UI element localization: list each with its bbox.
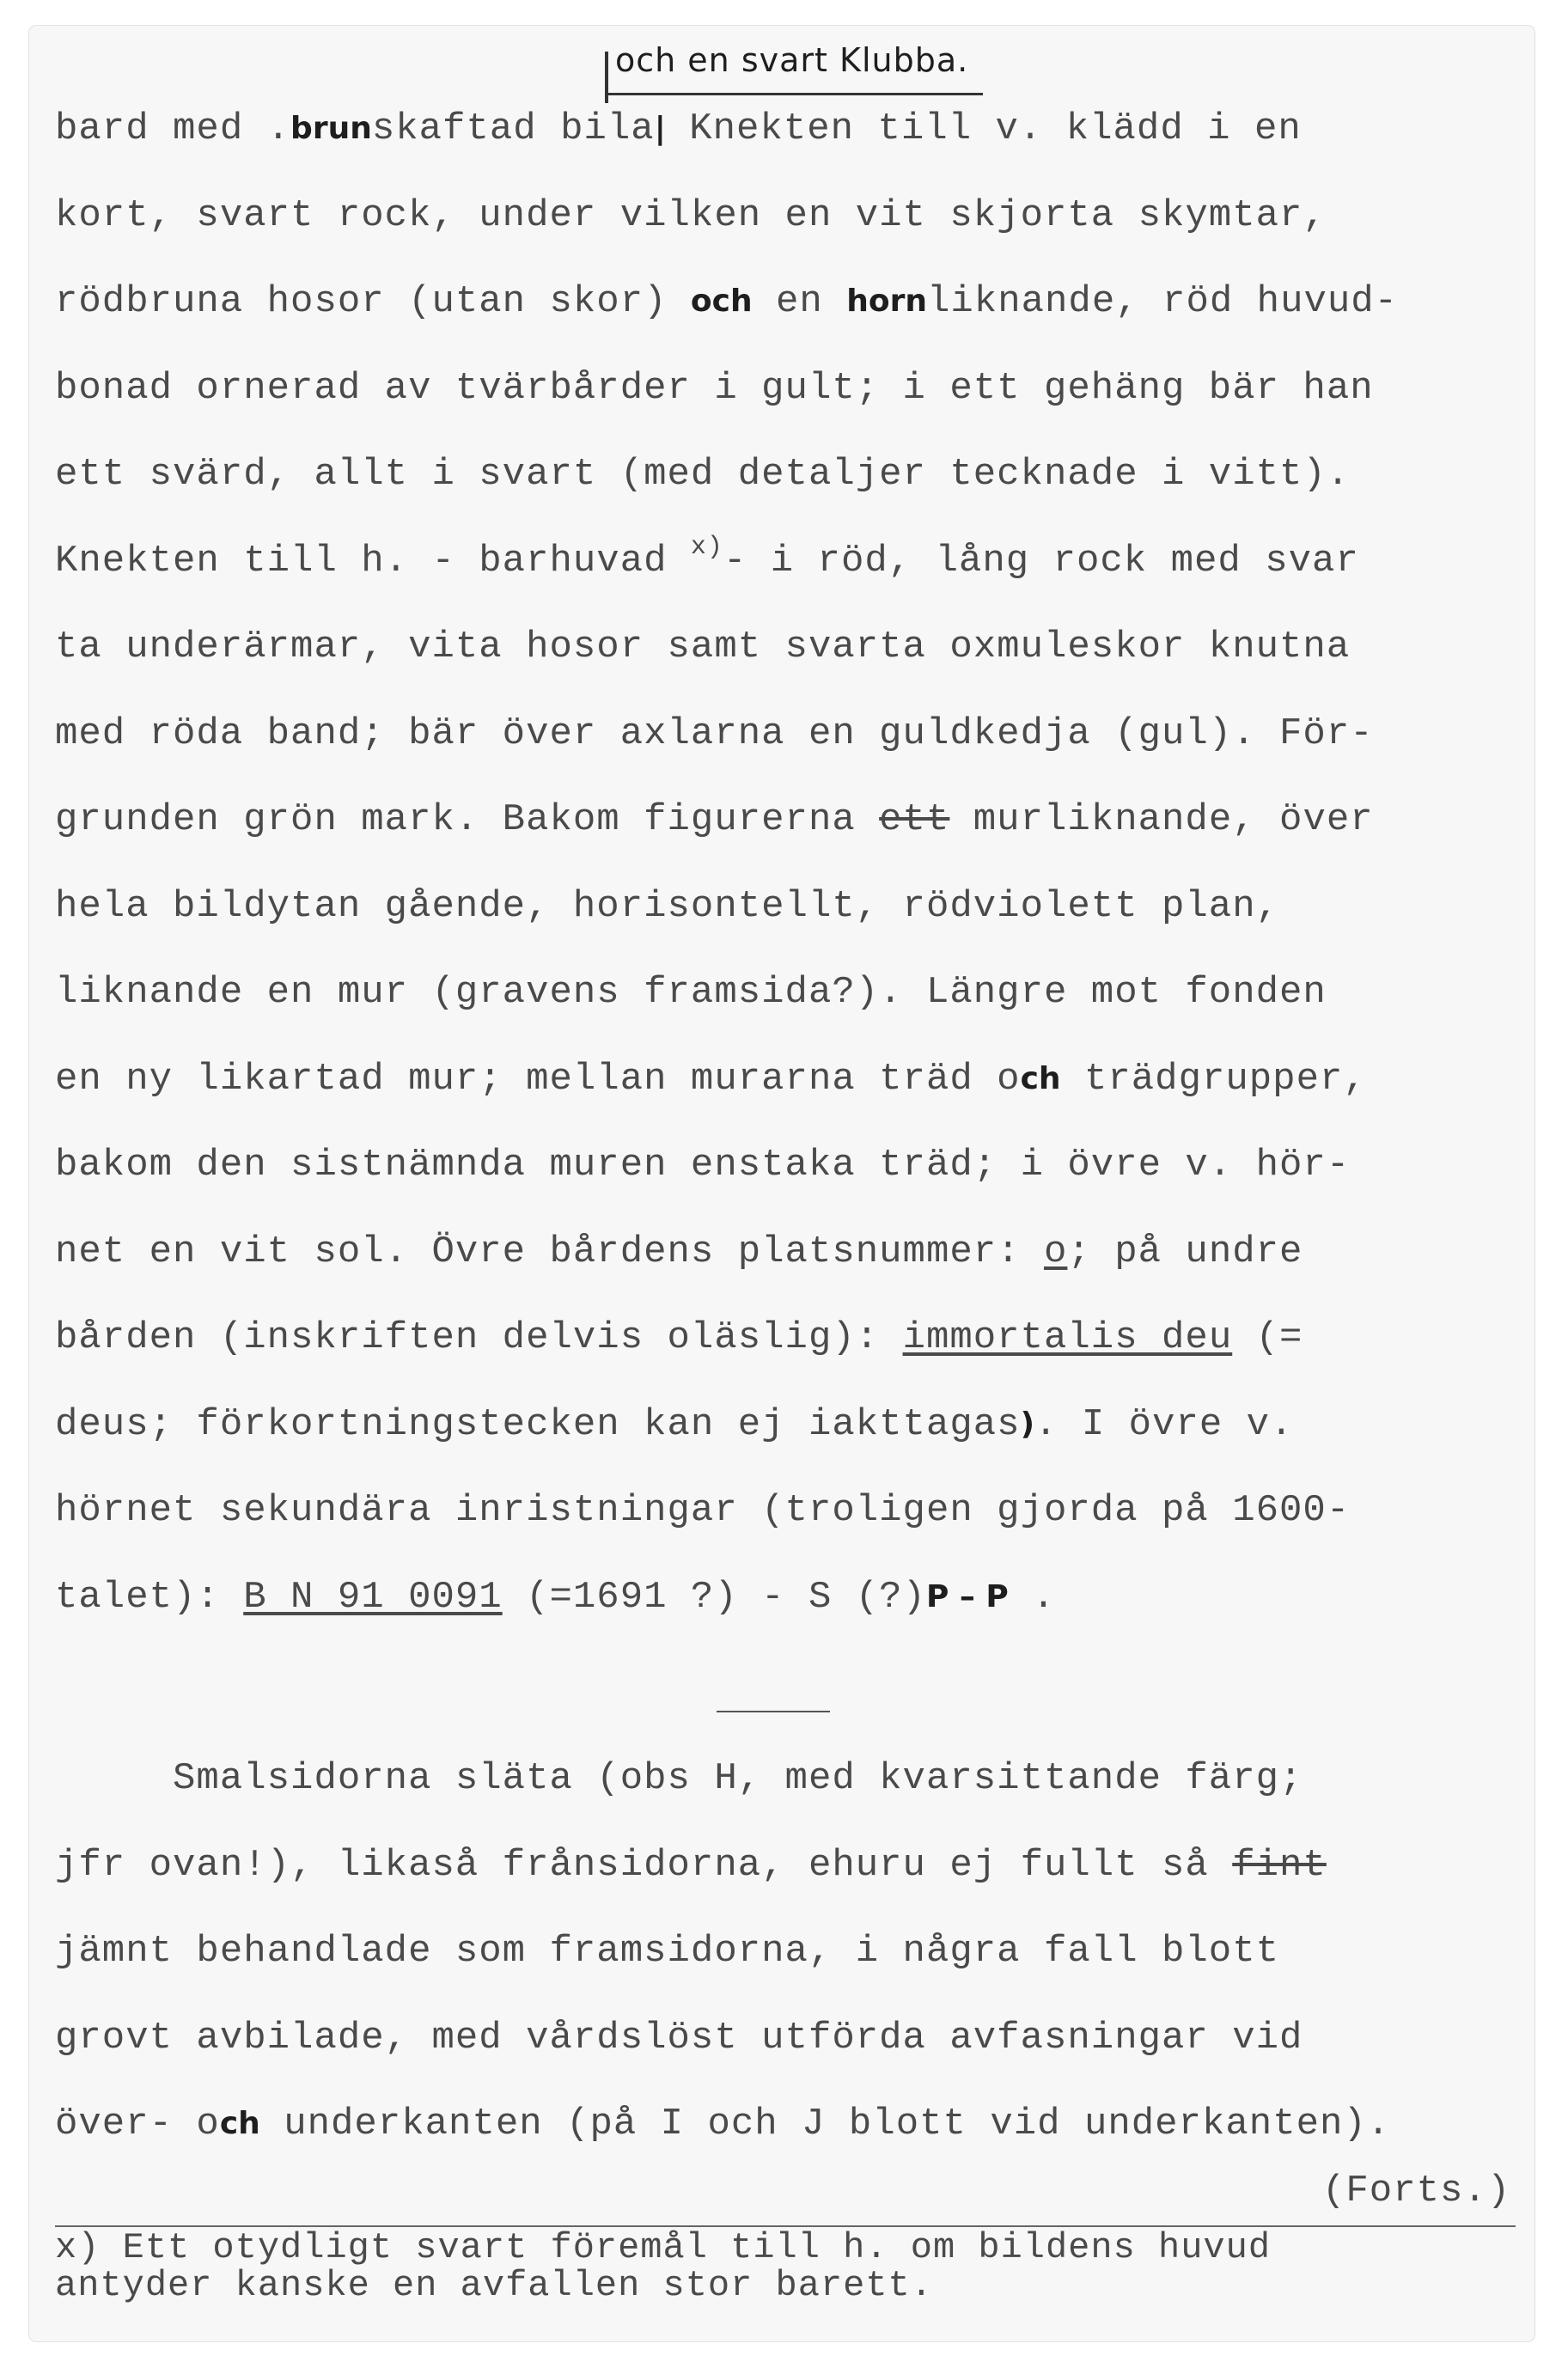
text-segment: skaftad bila xyxy=(371,107,655,150)
handwritten-insertion: P – P xyxy=(925,1578,1009,1614)
handwritten-insertion: ch xyxy=(219,2106,260,2141)
body-line xyxy=(55,621,1350,673)
text-segment: . I övre v. xyxy=(1034,1402,1294,1446)
text-segment: Knekten till v. klädd i en xyxy=(665,107,1302,150)
text-segment: jämnt behandlade som framsidorna, i några fall blott xyxy=(55,1930,1280,1973)
struck-text: fint xyxy=(1232,1843,1327,1887)
handwritten-insertion: och xyxy=(690,284,753,319)
continued-note: (Forts.) xyxy=(1322,2170,1511,2212)
body-line xyxy=(55,1312,1303,1364)
text-segment: grovt avbilade, med vårdslöst utförda avfasningar vid xyxy=(55,2016,1303,2060)
underlined-text: B N 91 0091 xyxy=(243,1575,503,1619)
text-segment: deus; förkortningstecken kan ej iakttagas xyxy=(55,1402,1021,1446)
text-segment: bard med . xyxy=(55,107,291,150)
body-line xyxy=(55,708,1374,760)
para2-line xyxy=(55,1926,1279,1977)
body-line xyxy=(55,1485,1350,1536)
text-segment: (=1691 ?) - S (?) xyxy=(502,1575,926,1619)
struck-text: ett xyxy=(879,798,950,841)
section-divider xyxy=(717,1711,830,1712)
insertion-bracket xyxy=(605,52,608,103)
body-line xyxy=(55,1053,1367,1105)
footnote-marker: x) xyxy=(690,532,723,562)
text-segment: . xyxy=(1008,1575,1056,1619)
text-segment: Knekten till h. - barhuvad xyxy=(55,539,691,583)
text-segment: Smalsidorna släta (obs H, med kvarsittande färg; xyxy=(55,1757,1303,1800)
text-segment: bården (inskriften delvis oläslig): xyxy=(55,1316,903,1359)
text-segment: liknande, röd huvud- xyxy=(927,280,1399,323)
body-line xyxy=(55,276,1398,327)
text-segment: jfr ovan!), likaså frånsidorna, ehuru ej fullt så xyxy=(55,1843,1233,1887)
text-segment: rödbruna hosor (utan skor) xyxy=(55,280,691,323)
handwritten-annotation-top: och en svart Klubba. xyxy=(615,41,969,79)
para2-line xyxy=(55,2098,1390,2150)
para2-line xyxy=(55,2012,1303,2064)
text-segment: ett svärd, allt i svart (med detaljer tecknade i vitt). xyxy=(55,453,1351,496)
text-segment: bakom den sistnämnda muren enstaka träd; i övre v. hör- xyxy=(55,1144,1351,1187)
footnote-line-1: x) Ett otydligt svart föremål till h. om bildens huvud xyxy=(55,2227,1272,2268)
body-line xyxy=(55,881,1279,932)
text-segment: hela bildytan gående, horisontellt, rödviolett plan, xyxy=(55,884,1280,928)
body-line xyxy=(55,449,1350,500)
text-segment: hörnet sekundära inristningar (troligen gjorda på 1600- xyxy=(55,1489,1351,1532)
insertion-bracket-line xyxy=(605,93,983,95)
body-line xyxy=(55,103,1302,155)
text-segment: över- o xyxy=(55,2103,220,2145)
text-segment: ; på undre xyxy=(1067,1230,1303,1273)
text-segment: murliknande, över xyxy=(949,798,1374,841)
underlined-text: immortalis deu xyxy=(902,1316,1233,1359)
body-line xyxy=(55,532,1359,590)
handwritten-insertion: brun xyxy=(290,111,372,146)
text-segment: liknande en mur (gravens framsida?). Längre mot fonden xyxy=(55,971,1327,1014)
text-segment: bonad ornerad av tvärbårder i gult; i ett gehäng bär han xyxy=(55,366,1374,410)
body-line xyxy=(55,1572,1056,1623)
body-line xyxy=(55,1139,1350,1191)
text-segment: ta underärmar, vita hosor samt svarta oxmuleskor knutna xyxy=(55,626,1351,668)
text-segment: talet): xyxy=(55,1575,244,1619)
body-line xyxy=(55,363,1374,414)
text-segment: net en vit sol. Övre bårdens platsnummer: xyxy=(55,1230,1044,1273)
footnote-line-2: antyder kanske en avfallen stor barett. xyxy=(55,2265,933,2306)
underlined-text: o xyxy=(1043,1230,1068,1273)
text-segment: en xyxy=(752,280,847,323)
handwritten-insertion: ) xyxy=(1020,1406,1035,1442)
handwritten-insertion: ch xyxy=(1020,1060,1061,1096)
para2-line xyxy=(55,1840,1327,1891)
body-line xyxy=(55,190,1327,241)
body-line xyxy=(55,967,1327,1018)
body-line xyxy=(55,794,1374,845)
handwritten-insertion: horn xyxy=(846,284,927,319)
body-line xyxy=(55,1399,1293,1450)
text-segment: med röda band; bär över axlarna en guldkedja (gul). För- xyxy=(55,711,1374,755)
text-segment: underkanten (på I och J blott vid underkanten). xyxy=(259,2103,1391,2145)
handwritten-insertion: | xyxy=(654,111,666,146)
text-segment: grunden grön mark. Bakom figurerna xyxy=(55,798,880,841)
text-segment: trädgrupper, xyxy=(1060,1057,1367,1101)
para2-line xyxy=(55,1753,1303,1804)
text-segment: (= xyxy=(1232,1316,1303,1359)
text-segment: - i röd, lång rock med svar xyxy=(723,539,1359,583)
text-segment: kort, svart rock, under vilken en vit skjorta skymtar, xyxy=(55,193,1327,237)
text-segment: en ny likartad mur; mellan murarna träd o xyxy=(55,1057,1021,1101)
body-line xyxy=(55,1226,1303,1278)
